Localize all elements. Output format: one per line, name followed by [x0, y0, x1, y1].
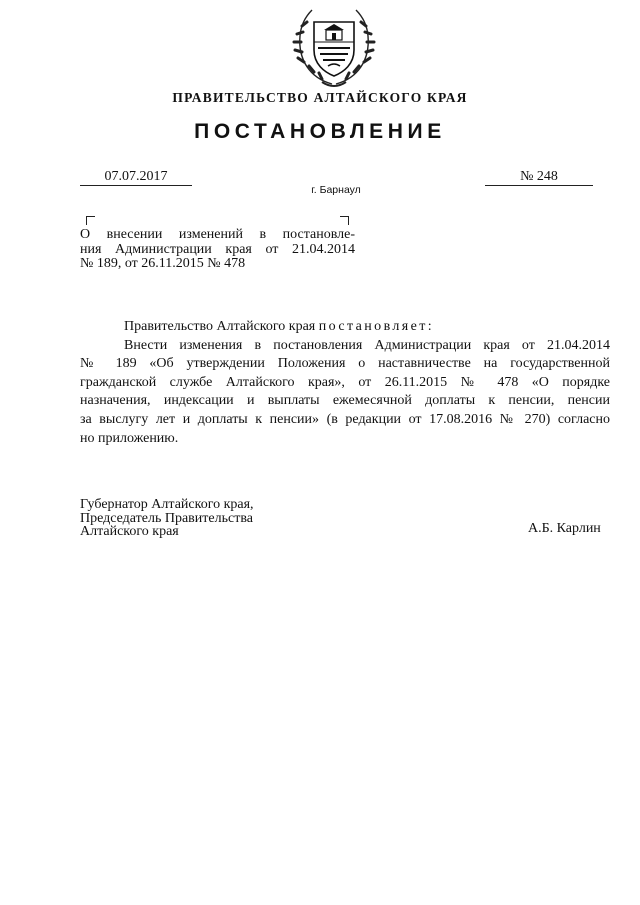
government-name: ПРАВИТЕЛЬСТВО АЛТАЙСКОГО КРАЯ — [172, 90, 468, 105]
coat-of-arms-emblem — [292, 2, 376, 90]
document-subject — [80, 228, 355, 272]
subject-line: О внесении изменений в постановле- — [80, 227, 355, 242]
signatory-title-line: Губернатор Алтайского края, — [80, 497, 254, 512]
body-line: за выслугу лет и доплаты к пенсии» (в редакции от 17.08.2016 № 270) согласно — [80, 411, 610, 427]
subject-bracket-left — [86, 216, 95, 225]
subject-line: ния Администрации края от 21.04.2014 — [80, 241, 355, 257]
document-type-title: ПОСТАНОВЛЕНИЕ — [194, 120, 446, 143]
preamble-text: Правительство Алтайского края — [124, 319, 319, 334]
body-line: гражданской службе Алтайского края», от 26.11.2015 № 478 «О порядке — [80, 374, 610, 390]
preamble-keyword: постановляет: — [318, 319, 435, 334]
preamble — [80, 318, 610, 337]
document-date: 07.07.2017 — [80, 168, 192, 186]
body-line: Внести изменения в постановления Администрации края от 21.04.2014 — [124, 337, 610, 353]
body-line: назначения, индексации и выплаты ежемесячной доплаты к пенсии, пенсии — [80, 393, 610, 409]
body-line: но приложению. — [80, 430, 179, 446]
signatory-title-line: Председатель Правительства — [80, 510, 253, 526]
city-name: г. Барнаул — [311, 184, 361, 196]
body-line: № 189 «Об утверждении Положения о наставничестве на государственной — [80, 356, 610, 372]
subject-bracket-right — [340, 216, 349, 225]
signatory-name: А.Б. Карлин — [528, 521, 601, 536]
signatory-title-line: Алтайского края — [80, 524, 179, 539]
document-number: № 248 — [485, 168, 593, 186]
signatory-title — [80, 498, 254, 539]
subject-line: № 189, от 26.11.2015 № 478 — [80, 256, 246, 271]
document-body — [80, 318, 610, 448]
